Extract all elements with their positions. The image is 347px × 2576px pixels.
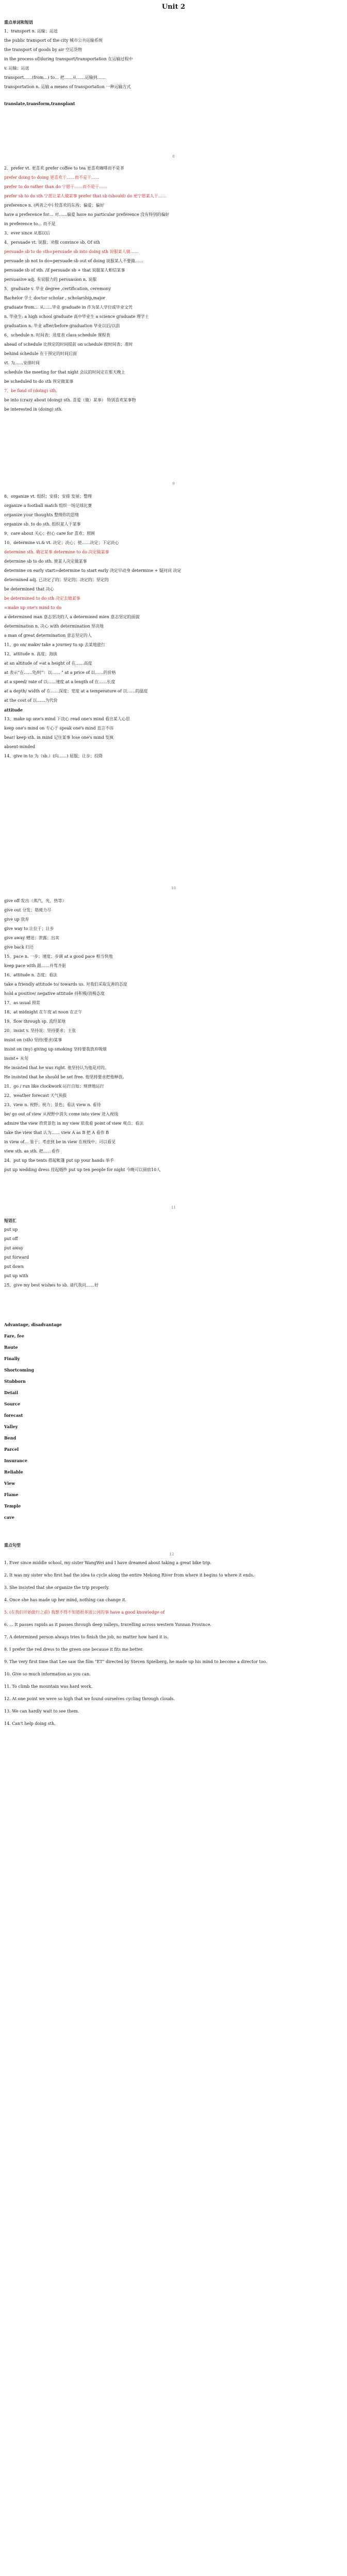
- text-line: keep pace with 跟……并驾齐驱: [4, 963, 66, 968]
- text-line: be determined that 决心: [4, 587, 54, 591]
- text-line: 13、make up one's mind 下决心 read one's mind 看出某人心思: [4, 717, 130, 721]
- vocab-group-5: [4, 1225, 339, 1290]
- text-line: attitude: [4, 707, 23, 713]
- sentence-item: 14. Can't help doing sth.: [4, 1721, 56, 1726]
- text-line: the transport of goods by air 空运货物: [4, 47, 82, 52]
- text-line: 6、schedule n. 时间表；进度表 class schedule 课程表: [4, 333, 110, 337]
- text-line: 4、persuade vt. 说服；劝服 convince sb. Of sth: [4, 240, 100, 245]
- text-line: at 表示"在……处/时"：以…… " at a price of 以……的价格: [4, 670, 116, 675]
- sentence-item: 9. The very first time that Lee saw the film "ET" directed by Steven Spielberg, he made up his mind to become a director too.: [4, 1659, 267, 1664]
- word-item: Detail: [4, 1390, 18, 1395]
- text-line: put up with: [4, 1274, 28, 1278]
- text-line: 15、pace n. 一步；速度；步调 at a good pace 相当快地: [4, 954, 113, 959]
- text-line: the public transport of the city 城市公共运输系统: [4, 38, 103, 43]
- text-line: give up 放弃: [4, 917, 29, 922]
- text-line: put down: [4, 1264, 24, 1269]
- word-item: Shortcoming: [4, 1367, 34, 1372]
- text-line: 24、put up the tents 搭起帐篷 put up your hands 举手: [4, 1158, 114, 1163]
- text-line: 23、view n. 视野；视力；景色；看法 view n. 看待: [4, 1103, 101, 1107]
- page-number: 8: [172, 155, 175, 159]
- word-item: Insurance: [4, 1458, 28, 1463]
- text-line: =make up one's mind to do: [4, 605, 62, 610]
- text-line: persuasive adj. 有说服力的 persuasion n. 说服: [4, 277, 97, 282]
- word-item: cave: [4, 1515, 14, 1520]
- text-line: 9、care about 关心；担心 care for 喜欢；照顾: [4, 531, 95, 536]
- word-item: Stubborn: [4, 1379, 26, 1384]
- text-line: 19、flow through sp. 流经某地: [4, 1019, 66, 1024]
- vocab-group-1: [4, 27, 339, 92]
- text-line: insist+ 从句: [4, 1056, 28, 1061]
- word-item: Parcel: [4, 1447, 19, 1452]
- sentence-item: 6. ... It passes rapids as it passes through deep valleys, travelling across western Yunnan Province.: [4, 1622, 211, 1627]
- word-list-block: [4, 1319, 339, 1523]
- text-line: admire the view 欣赏景色 in my view 依我看 point of view 观点；看法: [4, 1121, 144, 1126]
- word-item: Advantage, disadvantage: [4, 1322, 62, 1327]
- text-line: graduation n. 毕业 after/before graduation 毕业以后/以前: [4, 324, 120, 328]
- word-item: Bend: [4, 1435, 16, 1440]
- word-item: Route: [4, 1345, 18, 1350]
- phrase-heading: 短语汇: [4, 1218, 16, 1223]
- text-line: behind schedule 在于预定的时间后面: [4, 351, 77, 356]
- page-number: 9: [172, 482, 175, 486]
- vocab-group-4-block: [4, 896, 339, 1175]
- text-line: 10、determine vi.& vt. 决定；决心；使……决定；下定决心: [4, 540, 119, 545]
- text-line: organize sb. to do sth. 组织某人干某事: [4, 522, 81, 527]
- section-vocab: [4, 18, 339, 108]
- text-line: be/ go out of view 从视野中消失 come into view 进入视线: [4, 1112, 119, 1116]
- text-line: 5、graduate v. 毕业 degree ,certification, ceremony: [4, 286, 111, 291]
- text-line: put away: [4, 1246, 23, 1250]
- text-line: 1、transport n. 运输；运送: [4, 29, 58, 33]
- page-number: 12: [169, 1552, 174, 1556]
- text-line: persuade sb of sth. /if persuade sb + that 说服某人相信某事: [4, 268, 125, 273]
- page-number: 10: [171, 886, 176, 890]
- text-line: 17、as usual 照常: [4, 1001, 40, 1005]
- text-line: give out 分发；筋疲力尽: [4, 908, 52, 912]
- text-line: give back 归还: [4, 945, 34, 950]
- text-line: be determined to do sth 决定去做某事: [4, 596, 80, 601]
- text-line: prefer to do rather than do 宁愿干……而不是干……: [4, 184, 108, 189]
- text-line: determine sb to do sth. 使某人决定做某事: [4, 559, 87, 564]
- text-line: vt. 为……安排时间: [4, 361, 40, 365]
- text-line: bear/ keep sth. in mind 记住某事 lose one's mind 发疯: [4, 735, 114, 740]
- sentence-item: 5. (在我们开始旅行之前) 我想不得不知道很多湄公河的事 have a good knowledge of: [4, 1610, 165, 1615]
- text-line: organize your thoughts 整理你的思绪: [4, 513, 79, 517]
- section-heading: 重点单词和短语: [4, 20, 33, 25]
- text-line: at the cost of 以……为代价: [4, 698, 58, 703]
- text-line: be interested in (doing) sth.: [4, 407, 63, 412]
- text-line: ahead of schedule 比预定的时间提前 on schedule 按时间表；准时: [4, 342, 133, 347]
- text-line: 8、organize vt. 组织；安排；安排 发展；整理: [4, 494, 92, 499]
- text-line: at a speed/ rate of 以……速度 at a length of 在……长度: [4, 680, 115, 684]
- text-line: in preference to… 而不是: [4, 222, 56, 226]
- word-item: View: [4, 1481, 15, 1486]
- vocab-group-3: [4, 492, 339, 761]
- text-line: a man of great determination 意志坚定的人: [4, 633, 92, 638]
- vocab-group-4: [4, 896, 339, 1175]
- text-line: a determined man 意志坚决的人 a determined mien 意志坚定的面貌: [4, 615, 140, 619]
- text-line: 21、go / run like clockwork 运行自如；规律地运行: [4, 1084, 104, 1089]
- sentence-item: 13. We can hardly wait to see them.: [4, 1709, 79, 1714]
- text-line: organize a football match 组织一场足球比赛: [4, 503, 92, 508]
- text-line: put off: [4, 1236, 18, 1241]
- vocab-group-2-block: [4, 164, 339, 414]
- word-item: Temple: [4, 1503, 21, 1509]
- sentences-heading: 重点句型: [4, 1543, 21, 1548]
- text-line: schedule the meeting for that night 会议的时间定在那天晚上: [4, 370, 125, 375]
- text-line: v. 运输；运送: [4, 66, 29, 71]
- text-line: 11、go on/ make/ take a journey to sp 去某地旅行: [4, 642, 106, 647]
- sentence-item: 2. It was my sister who first had the idea to cycle along the entire Mekong River from where it begins to where it ends.: [4, 1573, 254, 1578]
- heading-words: translate,transform,transplant: [4, 101, 75, 106]
- word-list: [4, 1319, 339, 1523]
- text-line: prefer doing to doing 更喜欢干……而不是干……: [4, 175, 100, 180]
- text-line: in view of… 鉴于；考虑到 be in view 在视线中；可以看见: [4, 1140, 116, 1144]
- phrase-block: [4, 1216, 339, 1290]
- sentence-list: [4, 1559, 339, 1728]
- text-line: 18、at midnight 在午夜 at noon 在正午: [4, 1010, 82, 1014]
- text-line: determined adj. 已决定了的；坚定的；决定的；坚定的: [4, 578, 109, 582]
- text-line: persuade sb to do sth=persuade sb into doing sth 说服某人做……: [4, 249, 139, 254]
- text-line: prefer sb to do sth 宁愿让某人做某事 prefer that sb (should) do 更宁愿某人干……: [4, 194, 167, 198]
- text-line: absent-minded: [4, 744, 36, 749]
- word-item: Finally: [4, 1356, 20, 1361]
- text-line: view sth. as sth. 把……看作: [4, 1149, 60, 1154]
- text-line: determine sth. 确定某事 determine to do 决定做某事: [4, 550, 109, 554]
- text-line: put forward: [4, 1255, 29, 1260]
- page-title: Unit 2: [161, 3, 186, 11]
- text-line: transportation n. 运输 a means of transportation 一种运输方式: [4, 84, 131, 89]
- sentence-item: 11. To climb the mountain was hard work.: [4, 1684, 93, 1689]
- text-line: keep one's mind on 专心于 speak one's mind 直言不讳: [4, 726, 114, 731]
- text-line: persuade sb not to do=persuade sb out of doing 说服某人不要做……: [4, 259, 144, 263]
- text-line: at an altitude of =at a height of 在……高度: [4, 661, 92, 666]
- sentences-block: [4, 1540, 339, 1732]
- text-line: 25、give my best wishes to sb. 请代我问……好: [4, 1283, 98, 1287]
- text-line: hold a positive/ negative attitude 持积极/消极态度: [4, 991, 105, 996]
- text-line: give off 发出（蒸汽，光，热等）: [4, 899, 67, 903]
- sentence-item: 4. Once she has made up her mind, nothing can change it.: [4, 1598, 127, 1602]
- word-item: Source: [4, 1401, 21, 1406]
- word-item: Reliable: [4, 1469, 23, 1475]
- sentence-item: 8. I prefer the red dress to the green one because it fits me better.: [4, 1647, 144, 1652]
- word-item: Fare, fee: [4, 1333, 24, 1338]
- text-line: n. 毕业生: a high school graduate 高中毕业生 a science graduate 理学士: [4, 314, 149, 319]
- sentence-item: 10. Give so much information as you can.: [4, 1672, 91, 1676]
- text-line: 3、ever since 从那以后: [4, 231, 51, 235]
- text-line: transport……(from…) to… 把……从……运输到……: [4, 75, 106, 80]
- text-line: determination n. 决心 with determination 坚决地: [4, 624, 104, 629]
- text-line: 2、prefer vt. 更喜欢 prefer coffee to tea 更喜欢咖啡而不是茶: [4, 166, 124, 171]
- text-line: give away 赠送；泄露；出卖: [4, 936, 59, 940]
- text-line: graduate from… 从……毕业 graduate in 作为某人学位或毕业文凭: [4, 305, 133, 310]
- text-line: take a friendly attitude to/ towards us. 对我们采取友善的态度: [4, 982, 127, 987]
- text-line: 12、attitude n. 高度；海拔: [4, 652, 57, 656]
- text-line: put up: [4, 1227, 18, 1232]
- page-number: 11: [171, 1206, 176, 1210]
- sentence-item: 7. A determined person always tries to finish the job, no matter how hard it is.: [4, 1635, 169, 1639]
- sentence-item: 1. Ever since middle school, my sister WangWei and I have dreamed about taking a great bike trip.: [4, 1561, 212, 1565]
- sentence-item: 3. She insisted that she organize the trip properly.: [4, 1585, 110, 1590]
- text-line: 7、be fond of (doing) sth.: [4, 388, 57, 393]
- text-line: preference n. (两者之中) 较喜欢的东西；偏爱；偏好: [4, 203, 104, 208]
- text-line: 20、insist v. 坚持说；坚持要求；主张: [4, 1028, 76, 1033]
- text-line: 16、attitude n. 态度；看法: [4, 973, 57, 977]
- text-line: put up wedding dress 挂起婚纱 put up ten people for night 今晚可以留宿10人: [4, 1167, 161, 1172]
- text-line: be into (crazy about (doing) sth. 喜爱（做）某事） 特别喜欢某事物: [4, 398, 136, 402]
- text-line: 22、weather forecast 天气预报: [4, 1093, 67, 1098]
- text-line: He insisted that he was right. 他坚持认为他是对的。: [4, 1065, 109, 1070]
- text-line: determine on early start=determine to start early 决定早动身 determine + 疑问词 决定: [4, 568, 181, 573]
- text-line: have a preference for… 对……偏爱 have no particular preference 没有特别的偏好: [4, 212, 170, 217]
- text-line: in the process of/during transport/transportation 在运输过程中: [4, 57, 133, 61]
- text-line: Bachelor 学士 doctor scholar , scholarship,major: [4, 296, 106, 300]
- text-line: insist on (sth) 坚持(要求)某事: [4, 1038, 62, 1042]
- vocab-group-3-block: [4, 492, 339, 761]
- text-line: take the view that 认为…… view A as B 把 A 看作 B: [4, 1130, 109, 1135]
- text-line: 14、give in to 为（sb.）(向……) 屈服；让步；投降: [4, 754, 103, 758]
- word-item: Flame: [4, 1492, 19, 1497]
- text-line: insist on (my) giving up smoking 坚持要我放弃吸烟: [4, 1047, 107, 1052]
- sentence-item: 12. At one point we were so high that we found ourselves cycling through clouds.: [4, 1697, 175, 1701]
- text-line: He insisted that he should be set free. 他坚持要求把他释放。: [4, 1075, 127, 1079]
- text-line: give way to 让位于；让步: [4, 926, 54, 931]
- vocab-group-2: [4, 164, 339, 414]
- text-line: at a depth/ width of 在……深度；宽度 at a temperature of 以……的温度: [4, 689, 148, 693]
- word-item: forecast: [4, 1413, 23, 1418]
- word-item: Valley: [4, 1424, 18, 1429]
- text-line: be scheduled to do sth 预定做某事: [4, 379, 74, 384]
